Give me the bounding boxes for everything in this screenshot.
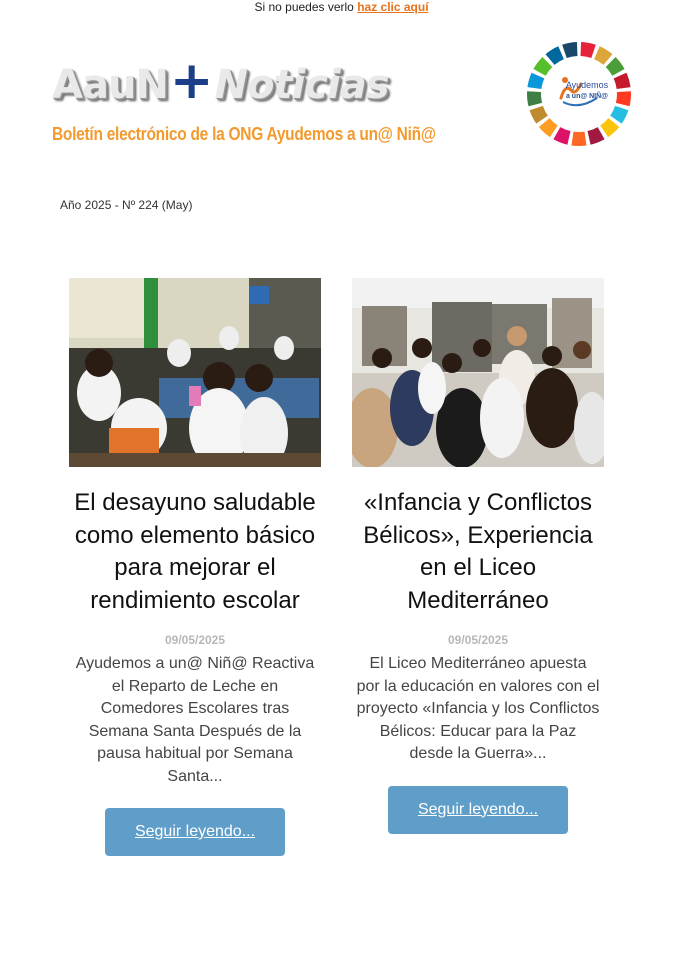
- org-sdg-logo: [525, 40, 633, 148]
- sdg-wheel-segment: [530, 106, 548, 124]
- logo-plus: +: [169, 51, 213, 111]
- article-photo-liceo[interactable]: [352, 278, 604, 467]
- view-online-text: Si no puedes verlo: [254, 0, 358, 14]
- sdg-wheel-segment: [581, 42, 596, 58]
- newsletter-header: [0, 40, 683, 160]
- sdg-wheel-segment: [600, 118, 619, 137]
- article-excerpt: Ayudemos a un@ Niñ@ Reactiva el Reparto de Leche en Comedores Escolares tras Semana Santa Después de la pausa habitual por Semana Santa...: [75, 655, 315, 785]
- logo-noticias: Noticias: [214, 62, 389, 108]
- sdg-wheel-segment: [610, 106, 628, 124]
- sdg-wheel-segment: [562, 42, 577, 58]
- sdg-wheel-segment: [594, 46, 612, 65]
- view-online-link[interactable]: haz clic aquí: [357, 0, 429, 14]
- newsletter-subtitle: Boletín electrónico de la ONG Ayudemos a un@ Niñ@: [52, 124, 436, 144]
- view-online-notice: [0, 0, 683, 14]
- sdg-wheel-segment: [571, 132, 586, 146]
- sdg-wheel-segment: [527, 91, 542, 106]
- org-logo-text-2: a un@ NIÑ@: [565, 93, 609, 100]
- sdg-wheel-segment: [606, 57, 625, 76]
- sdg-wheel-segment: [527, 73, 544, 89]
- org-logo-text-1: Ayudemos: [565, 80, 609, 90]
- article-card-liceo: [352, 278, 604, 834]
- article-title[interactable]: «Infancia y Conflictos Bélicos», Experiencia en el Liceo Mediterráneo: [363, 489, 593, 614]
- article-title[interactable]: El desayuno saludable como elemento básico para mejorar el rendimiento escolar: [74, 489, 316, 614]
- issue-number: Año 2025 - Nº 224 (May): [60, 198, 193, 212]
- article-date: 09/05/2025: [447, 633, 509, 647]
- newsletter-logo: [52, 51, 389, 111]
- sdg-wheel-segment: [616, 91, 631, 106]
- article-card-breakfast: [69, 278, 321, 856]
- article-photo-breakfast[interactable]: [69, 278, 321, 467]
- sdg-wheel-segment: [539, 118, 558, 137]
- sdg-wheel-segment: [533, 57, 552, 76]
- sdg-wheel-segment: [614, 73, 631, 89]
- article-excerpt: El Liceo Mediterráneo apuesta por la educación en valores con el proyecto «Infancia y los Conflictos Bélicos: Educar para la Paz desde la Guerra»...: [356, 655, 600, 762]
- sdg-wheel-segment: [553, 127, 570, 145]
- logo-aaun: AauN: [52, 62, 168, 108]
- sdg-wheel-segment: [587, 127, 604, 145]
- read-more-button[interactable]: Seguir leyendo...: [105, 808, 285, 856]
- article-date: 09/05/2025: [164, 633, 226, 647]
- read-more-button[interactable]: Seguir leyendo...: [388, 786, 568, 834]
- sdg-wheel-segment: [546, 46, 564, 65]
